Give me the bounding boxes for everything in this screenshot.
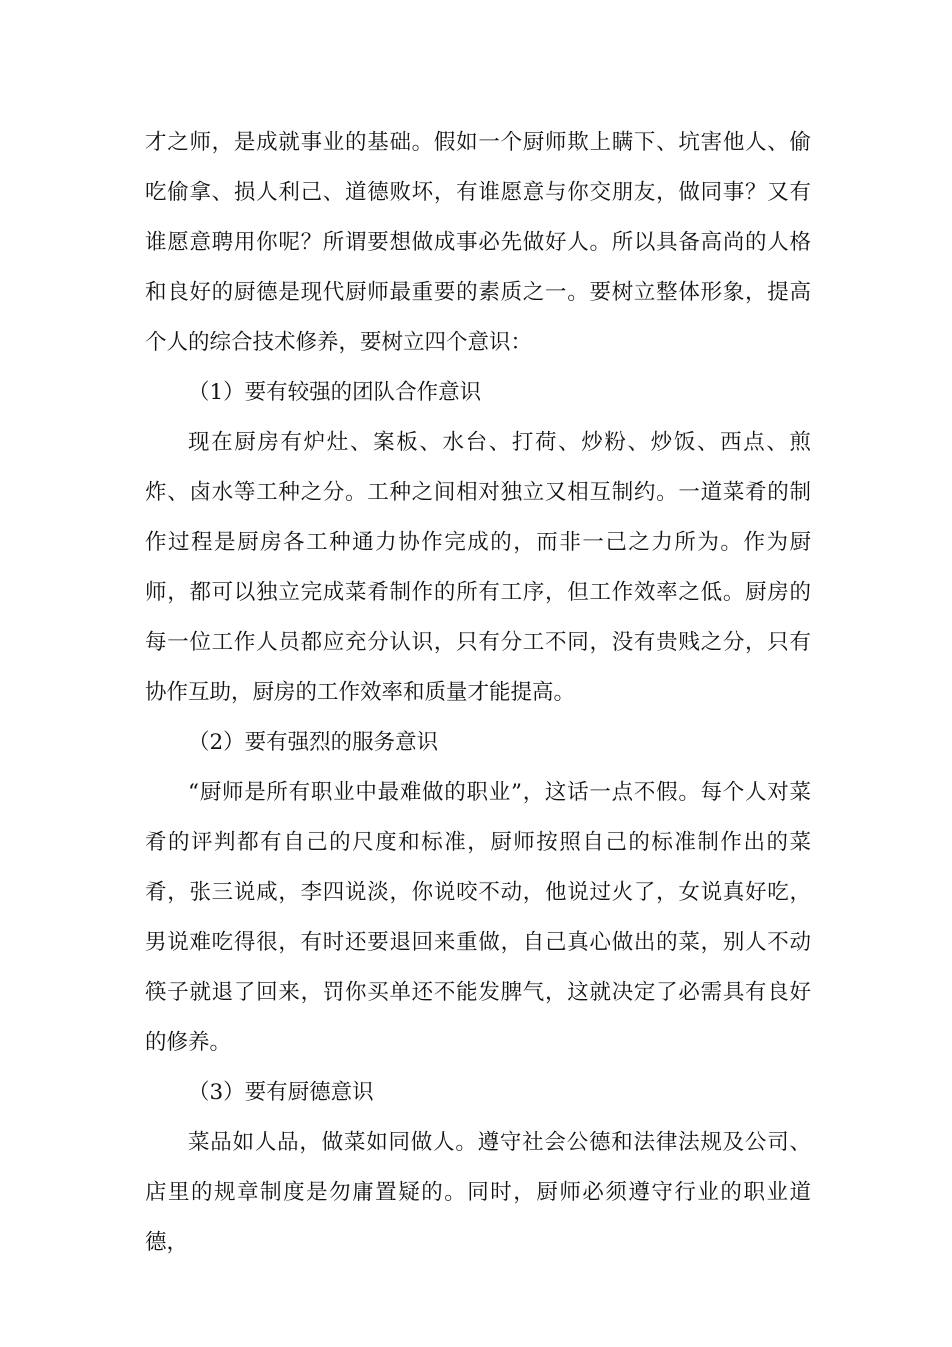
document-body (145, 118, 811, 1268)
section-heading-ethics: （3）要有厨德意识 (188, 1080, 374, 1105)
paragraph-teamwork: 现在厨房有炉灶、案板、水台、打荷、炒粉、炒饭、西点、煎炸、卤水等工种之分。工种之间相对独立又相互制约。一道菜肴的制作过程是厨房各工种通力协作完成的，而非一己之力所为。作为厨师，都可以独立完成菜肴制作的所有工序，但工作效率之低。厨房的每一位工作人员都应充分认识，只有分工不同，没有贵贱之分，只有协作互助，厨房的工作效率和质量才能提高。 (145, 430, 811, 705)
section-heading-service: （2）要有强烈的服务意识 (188, 730, 439, 755)
paragraph-personal-character: 才之师，是成就事业的基础。假如一个厨师欺上瞒下、坑害他人、偷吃偷拿、损人利己、道德败坏，有谁愿意与你交朋友，做同事？又有谁愿意聘用你呢？所谓要想做成事必先做好人。所以具备高尚的人格和良好的厨德是现代厨师最重要的素质之一。要树立整体形象，提高个人的综合技术修养，要树立四个意识： (145, 130, 811, 355)
paragraph-ethics: 菜品如人品，做菜如同做人。遵守社会公德和法律法规及公司、店里的规章制度是勿庸置疑的。同时，厨师必须遵守行业的职业道德， (145, 1130, 811, 1255)
section-heading-teamwork: （1）要有较强的团队合作意识 (188, 380, 482, 405)
paragraph-service: “厨师是所有职业中最难做的职业”，这话一点不假。每个人对菜肴的评判都有自己的尺度和标准，厨师按照自己的标准制作出的菜肴，张三说咸，李四说淡，你说咬不动，他说过火了，女说真好吃，男说难吃得很，有时还要退回来重做，自己真心做出的菜，别人不动筷子就退了回来，罚你买单还不能发脾气，这就决定了必需具有良好的修养。 (145, 780, 811, 1055)
